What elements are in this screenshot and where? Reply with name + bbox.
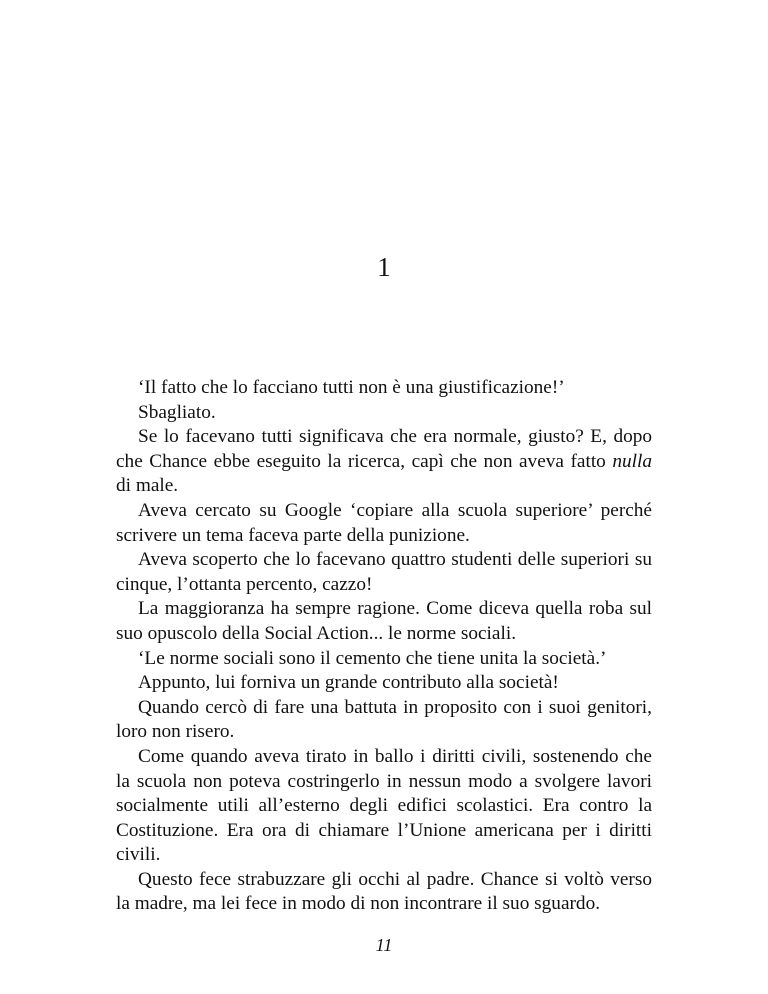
paragraph: La maggioranza ha sempre ragione. Come diceva quella roba sul suo opuscolo della Social Action... le norme sociali. <box>116 598 652 644</box>
chapter-number: 1 <box>377 252 391 282</box>
paragraph: Aveva scoperto che lo facevano quattro studenti delle superiori su cinque, l’ottanta percento, cazzo! <box>116 549 652 595</box>
paragraph: Quando cercò di fare una battuta in proposito con i suoi genitori, loro non risero. <box>116 696 652 743</box>
emphasized-word: nulla <box>612 450 652 472</box>
chapter-body <box>116 376 652 917</box>
paragraph <box>116 425 652 499</box>
paragraph: Aveva cercato su Google ‘copiare alla scuola superiore’ perché scrivere un tema faceva parte della punizione. <box>116 499 652 546</box>
paragraph: Sbagliato. <box>138 401 216 423</box>
paragraph: Appunto, lui forniva un grande contributo alla società! <box>138 672 559 694</box>
paragraph-text: di male. <box>116 475 179 497</box>
paragraph: ‘Il fatto che lo facciano tutti non è una giustificazione!’ <box>138 377 565 398</box>
paragraph: Questo fece strabuzzare gli occhi al padre. Chance si voltò verso la madre, ma lei fece in modo di non incontrare il suo sguardo. <box>116 868 652 915</box>
paragraph: Come quando aveva tirato in ballo i diritti civili, sostenendo che la scuola non poteva costringerlo in nessun modo a svolgere lavori socialmente utili all’esterno degli edifici scolastici. Era contro la Costituzione. Era ora di chiamare l’Unione americana per i diritti civili. <box>116 745 652 866</box>
page-number: 11 <box>375 935 393 955</box>
paragraph-text: Se lo facevano tutti significava che era normale, giusto? E, dopo che Chance ebbe eseguito la ricerca, capì che non aveva fatto <box>116 426 652 472</box>
paragraph: ‘Le norme sociali sono il cemento che tiene unita la società.’ <box>138 647 607 669</box>
